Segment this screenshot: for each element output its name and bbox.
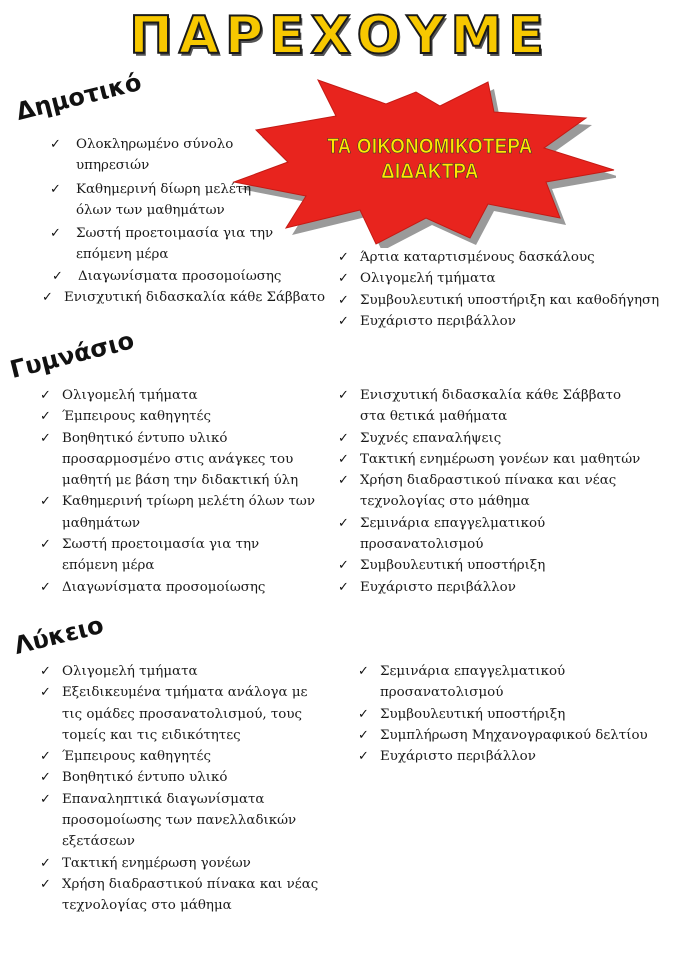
list-item: ✓ Ενισχυτική διδασκαλία κάθε Σάββατο στα θετικά μαθήματα <box>338 385 638 428</box>
section-heading-gymnasio: Γυμνάσιο <box>7 326 137 384</box>
list-item: ✓ Συμπλήρωση Μηχανογραφικού δελτίου <box>358 725 658 746</box>
list-item: ✓ Ολιγομελή τμήματα <box>40 385 315 406</box>
section-heading-lykeio: Λύκειο <box>11 610 107 660</box>
list-item: ✓ Συμβουλευτική υποστήριξη <box>338 555 638 576</box>
list-item: ✓ Σεμινάρια επαγγελματικού προσανατολισμού <box>358 661 610 704</box>
list-item: ✓ Ενισχυτική διδασκαλία κάθε Σάββατο <box>42 287 344 308</box>
list-item: ✓ Ολιγομελή τμήματα <box>40 661 325 682</box>
list-item: ✓ Άρτια καταρτισμένους δασκάλους <box>338 247 668 268</box>
list-item: ✓ Τακτική ενημέρωση γονέων <box>40 853 325 874</box>
list-item: ✓ Καθημερινή τρίωρη μελέτη όλων των μαθημάτων <box>40 491 315 534</box>
banner-line-2: ΔΙΔΑΚΤΡΑ <box>381 160 479 183</box>
gymnasio-right-list <box>338 385 641 598</box>
list-item: ✓ Ευχάριστο περιβάλλον <box>338 311 668 332</box>
list-item: ✓ Ευχάριστο περιβάλλον <box>338 577 638 598</box>
list-item: ✓ Τακτική ενημέρωση γονέων και μαθητών <box>338 449 660 470</box>
banner-line-1: ΤΑ ΟΙΚΟΝΟΜΙΚΟΤΕΡΑ <box>327 135 533 158</box>
list-item: ✓ Εξειδικευμένα τμήματα ανάλογα με τις ομάδες προσανατολισμού, τους τομείς και τις ειδικότητες <box>40 682 325 746</box>
dimotiko-left-list <box>50 134 326 308</box>
list-item: ✓ Συμβουλευτική υποστήριξη <box>358 704 658 725</box>
list-item: ✓ Διαγωνίσματα προσομοίωσης <box>40 577 315 598</box>
dimotiko-right-list <box>338 247 668 332</box>
list-item: ✓ Έμπειρους καθηγητές <box>40 406 315 427</box>
list-item: ✓ Επαναληπτικά διαγωνίσματα προσομοίωσης των πανελλαδικών εξετάσεων <box>40 789 317 853</box>
list-item: ✓ Συχνές επαναλήψεις <box>338 428 638 449</box>
list-item: ✓ Χρήση διαδραστικού πίνακα και νέας τεχνολογίας στο μάθημα <box>338 470 638 513</box>
list-item: ✓ Χρήση διαδραστικού πίνακα και νέας τεχνολογίας στο μάθημα <box>40 874 325 917</box>
gymnasio-left-list <box>40 385 315 598</box>
list-item: ✓ Ολιγομελή τμήματα <box>338 268 668 289</box>
banner-text <box>316 134 545 184</box>
list-item: ✓ Βοηθητικό έντυπο υλικό προσαρμοσμένο στις ανάγκες του μαθητή με βάση την διδακτική ύλη <box>40 428 315 492</box>
lykeio-right-list <box>358 661 658 767</box>
list-item: ✓ Διαγωνίσματα προσομοίωσης <box>52 266 282 287</box>
list-item: ✓ Σεμινάρια επαγγελματικού προσανατολισμού <box>338 513 638 556</box>
list-item: ✓ Ολοκληρωμένο σύνολο υπηρεσιών <box>50 134 280 177</box>
list-item: ✓ Έμπειρους καθηγητές <box>40 746 325 767</box>
list-item: ✓ Καθημερινή δίωρη μελέτη όλων των μαθημάτων <box>50 179 280 222</box>
lykeio-left-list <box>40 661 325 917</box>
list-item: ✓ Συμβουλευτική υποστήριξη και καθοδήγηση <box>338 290 668 311</box>
list-item: ✓ Βοηθητικό έντυπο υλικό <box>40 767 325 788</box>
list-item: ✓ Σωστή προετοιμασία για την επόμενη μέρα <box>50 223 280 266</box>
page-title: ΠΑΡΕΧΟΥΜΕ <box>129 6 550 66</box>
section-heading-dimotiko: Δημοτικό <box>13 67 145 126</box>
list-item: ✓ Σωστή προετοιμασία για την επόμενη μέρα <box>40 534 315 577</box>
list-item: ✓ Ευχάριστο περιβάλλον <box>358 746 658 767</box>
